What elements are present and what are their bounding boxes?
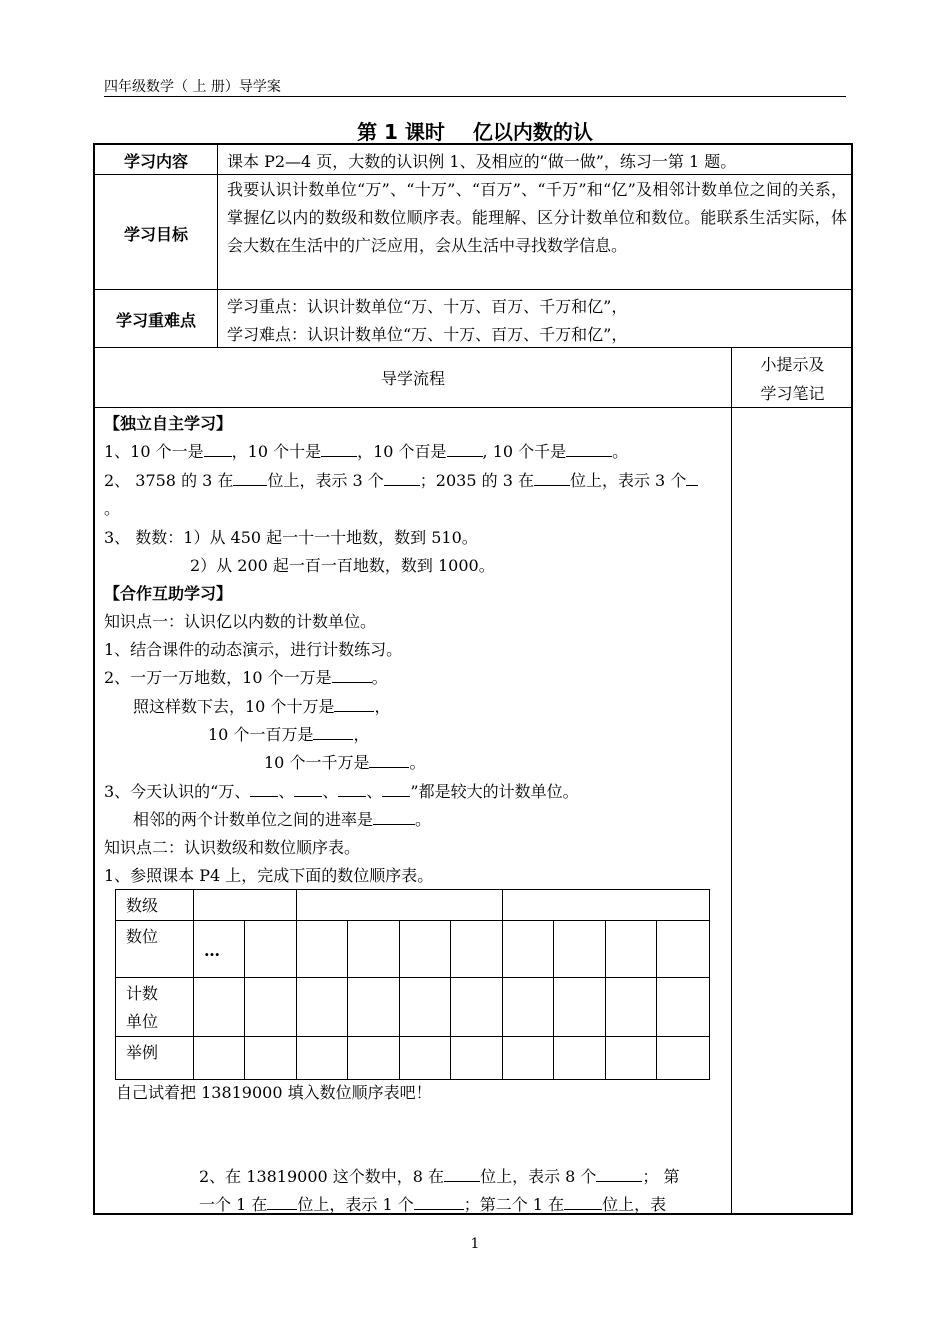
final-q-line1: 2、在 13819000 这个数中，8 在 位上，表示 8 个 ； 第: [199, 1167, 680, 1186]
example-cell[interactable]: [348, 1037, 400, 1080]
k1-q1: 1、结合课件的动态演示，进行计数练习。: [104, 640, 403, 659]
place-value-table: [115, 889, 710, 1080]
example-cell[interactable]: [451, 1037, 503, 1080]
knowledge-point-1: 知识点一：认识亿以内数的计数单位。: [104, 612, 377, 631]
place-cell[interactable]: [245, 921, 297, 978]
row-divider: [93, 347, 853, 348]
unit-cell[interactable]: [657, 978, 710, 1037]
label-column-divider: [217, 143, 218, 347]
k1-q3b: 相邻的两个计数单位之间的进率是 。: [133, 810, 432, 829]
self-study-q3-line2: 2）从 200 起一百一百地数，数到 1000。: [190, 556, 495, 575]
final-q-line2: 一个 1 在 位上，表示 1 个 ；第二个 1 在 位上，表: [199, 1195, 667, 1214]
example-cell[interactable]: [606, 1037, 657, 1080]
k1-q3a: 3、今天认识的“万、 、 、 、 ”都是较大的计数单位。: [104, 782, 579, 801]
page-title: [0, 116, 950, 145]
self-study-heading: 【独立自主学习】: [104, 414, 233, 433]
place-cell[interactable]: [503, 921, 554, 978]
place-cell[interactable]: [554, 921, 606, 978]
self-study-q3-line1: 3、 数数：1）从 450 起一十一十地数，数到 510。: [104, 528, 478, 547]
key-point-text: 学习重点：认识计数单位“万、十万、百万、千万和亿”，: [227, 297, 628, 316]
level-cell[interactable]: [297, 890, 503, 921]
unit-cell[interactable]: [400, 978, 451, 1037]
k1-q2a: 2、一万一万地数，10 个一万是 。: [104, 668, 388, 687]
place-cell[interactable]: [297, 921, 348, 978]
place-cell[interactable]: [348, 921, 400, 978]
label-content: 学习内容: [123, 152, 188, 171]
row-label-unit: 计数 单位: [116, 978, 194, 1037]
place-cell[interactable]: [606, 921, 657, 978]
difficulty-text: 学习难点：认识计数单位“万、十万、百万、千万和亿”，: [227, 325, 628, 344]
fill-table-prompt: 自己试着把 13819000 填入数位顺序表吧！: [116, 1083, 432, 1102]
level-cell[interactable]: [194, 890, 297, 921]
label-goal: 学习目标: [123, 225, 188, 244]
row-divider: [93, 174, 853, 175]
row-divider: [93, 407, 853, 408]
example-cell[interactable]: [297, 1037, 348, 1080]
coop-heading: 【合作互助学习】: [104, 584, 233, 603]
label-key-difficulty: 学习重难点: [115, 311, 196, 330]
row-label-place: 数位: [116, 921, 194, 978]
unit-cell[interactable]: [245, 978, 297, 1037]
example-cell[interactable]: [503, 1037, 554, 1080]
header-rule: [104, 96, 846, 97]
k1-q2d: 10 个一千万是 。: [264, 753, 426, 772]
k2-q1: 1、参照课本 P4 上，完成下面的数位顺序表。: [104, 866, 434, 885]
example-cell[interactable]: [554, 1037, 606, 1080]
document-header: 四年级数学（ 上 册）导学案: [104, 79, 281, 95]
flow-header: 导学流程: [380, 369, 445, 388]
row-label-example: 举例: [116, 1037, 194, 1080]
row-label-level: 数级: [116, 890, 194, 921]
unit-cell[interactable]: [554, 978, 606, 1037]
k1-q2c: 10 个一百万是 ，: [208, 725, 370, 744]
self-study-q2: 2、 3758 的 3 在 位上，表示 3 个 ；2035 的 3 在 位上，表示 3 个: [104, 468, 698, 491]
example-cell[interactable]: [400, 1037, 451, 1080]
knowledge-point-2: 知识点二：认识数级和数位顺序表。: [104, 838, 361, 857]
unit-cell[interactable]: [348, 978, 400, 1037]
place-cell[interactable]: [657, 921, 710, 978]
self-study-q2-tail: 。: [104, 499, 121, 518]
example-cell[interactable]: [245, 1037, 297, 1080]
notes-header-line1: 小提示及: [760, 355, 825, 374]
unit-cell[interactable]: [503, 978, 554, 1037]
row-divider: [93, 289, 853, 290]
k1-q2b: 照这样数下去，10 个十万是 ，: [133, 697, 391, 716]
level-cell[interactable]: [503, 890, 710, 921]
notes-column-divider: [731, 347, 732, 1215]
notes-header-line2: 学习笔记: [760, 384, 825, 403]
self-study-q1: 1、10 个一是 ，10 个十是 ，10 个百是 , 10 个千是 。: [104, 442, 629, 461]
ellipsis-mark: …: [204, 941, 220, 960]
unit-cell[interactable]: [194, 978, 245, 1037]
unit-cell[interactable]: [297, 978, 348, 1037]
content-text: 课本 P2—4 页，大数的认识例 1、及相应的“做一做”，练习一第 1 题。: [227, 152, 737, 171]
page-number: 1: [470, 1236, 480, 1252]
place-cell[interactable]: [400, 921, 451, 978]
unit-cell[interactable]: [606, 978, 657, 1037]
place-cell[interactable]: [451, 921, 503, 978]
lesson-number: 第 1 课时: [357, 120, 445, 144]
example-cell[interactable]: [657, 1037, 710, 1080]
unit-cell[interactable]: [451, 978, 503, 1037]
example-cell[interactable]: [194, 1037, 245, 1080]
place-cell[interactable]: [194, 921, 245, 978]
goal-text: 我要认识计数单位“万”、“十万”、“百万”、“千万”和“亿”及相邻计数单位之间的关系，掌握亿以内的数级和数位顺序表。能理解、区分计数单位和数位。能联系生活实际，体会大数在生活中的广泛应用，会从生活中寻找数学信息。: [227, 180, 847, 255]
lesson-topic: 亿以内数的认: [472, 120, 593, 144]
